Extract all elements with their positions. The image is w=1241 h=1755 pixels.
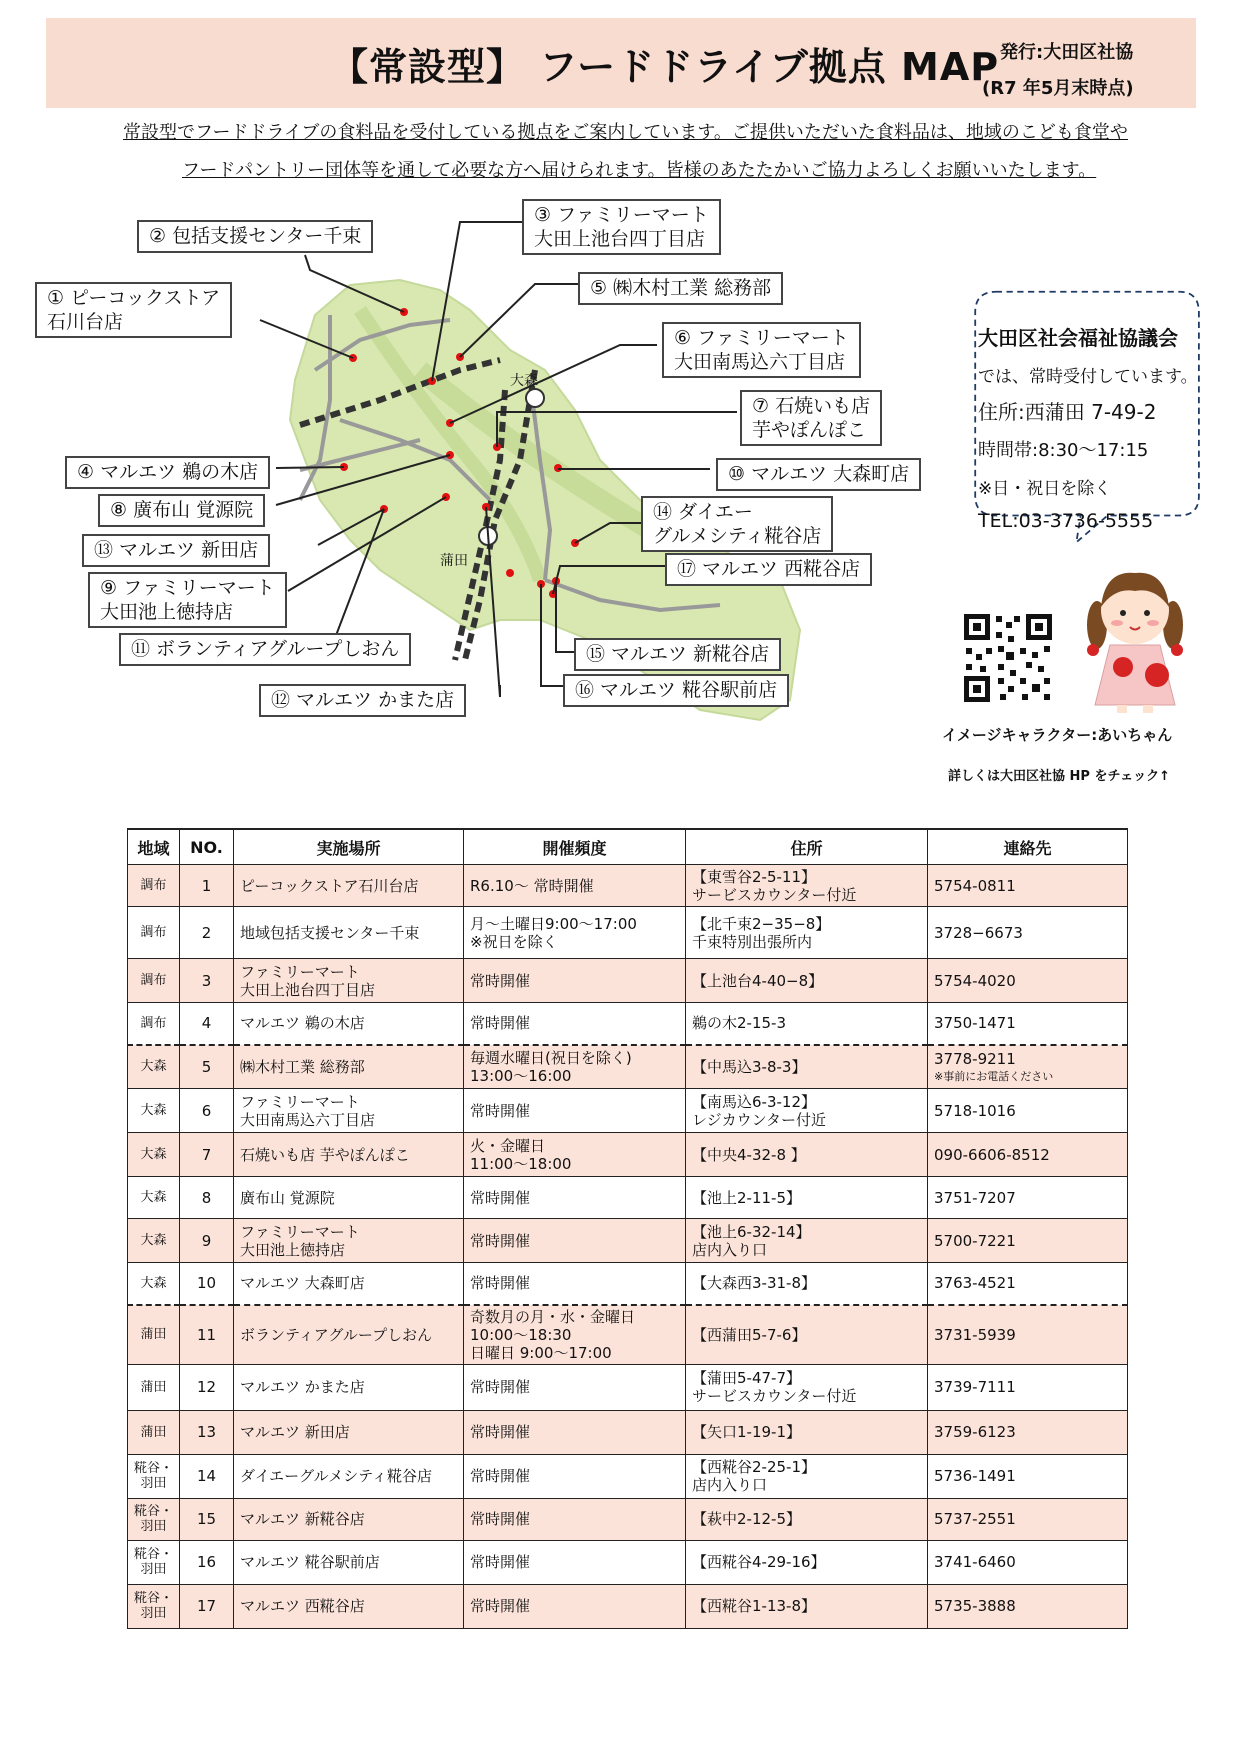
cell-area: 調布 (128, 907, 180, 959)
cell-area: 蒲田 (128, 1305, 180, 1365)
cell-no: 11 (180, 1305, 234, 1365)
as-of-date: (R7 年5月末時点) (982, 78, 1134, 99)
cell-contact: 090-6606-8512 (928, 1133, 1128, 1177)
table-row (128, 1410, 1128, 1454)
bubble-address: 住所:西蒲田 7-49-2 (978, 400, 1157, 424)
page-title: 【常設型】 フードドライブ拠点 MAP (330, 45, 1000, 89)
table-row (128, 1305, 1128, 1365)
cell-area: 糀谷・ 羽田 (128, 1498, 180, 1540)
cell-place: ダイエーグルメシティ糀谷店 (234, 1454, 464, 1498)
header-place: 実施場所 (234, 829, 464, 865)
cell-address: 【大森西3-31-8】 (686, 1263, 928, 1305)
cell-address: 【蒲田5-47-7】 サービスカウンター付近 (686, 1364, 928, 1410)
table-row (128, 1219, 1128, 1263)
bubble-holiday: ※日・祝日を除く (978, 479, 1112, 499)
cell-contact: 5718-1016 (928, 1089, 1128, 1133)
cell-no: 2 (180, 907, 234, 959)
cell-no: 4 (180, 1003, 234, 1045)
cell-place: 石焼いも店 芋やぽんぽこ (234, 1133, 464, 1177)
cell-place: ボランティアグループしおん (234, 1305, 464, 1365)
table-row (128, 1454, 1128, 1498)
cell-area: 大森 (128, 1133, 180, 1177)
cell-no: 15 (180, 1498, 234, 1540)
cell-area: 調布 (128, 865, 180, 907)
map-label-2: ② 包括支援センター千束 (137, 220, 373, 253)
cell-frequency: 常時開催 (464, 1540, 686, 1584)
map-label-8: ⑧ 廣布山 覚源院 (98, 494, 265, 527)
cell-address: 鵜の木2-15-3 (686, 1003, 928, 1045)
cell-no: 16 (180, 1540, 234, 1584)
cell-area: 糀谷・ 羽田 (128, 1540, 180, 1584)
cell-frequency: 毎週水曜日(祝日を除く) 13:00〜16:00 (464, 1045, 686, 1089)
table-row (128, 1498, 1128, 1540)
cell-address: 【西糀谷4-29-16】 (686, 1540, 928, 1584)
map-label-5: ⑤ ㈱木村工業 総務部 (578, 272, 783, 305)
cell-place: ファミリーマート 大田南馬込六丁目店 (234, 1089, 464, 1133)
cell-address: 【池上6-32-14】 店内入り口 (686, 1219, 928, 1263)
cell-place: マルエツ 新田店 (234, 1410, 464, 1454)
cell-address: 【東雪谷2-5-11】 サービスカウンター付近 (686, 865, 928, 907)
contact-note: ※事前にお電話ください (934, 1069, 1054, 1083)
cell-place: 廣布山 覚源院 (234, 1177, 464, 1219)
cell-address: 【南馬込6-3-12】 レジカウンター付近 (686, 1089, 928, 1133)
qr-code-icon[interactable] (962, 612, 1054, 704)
intro-line-1: 常設型でフードドライブの食料品を受付している拠点をご案内しています。ご提供いただいた食料品は、地域のこども食堂や (123, 122, 1128, 143)
table-row (128, 907, 1128, 959)
cell-frequency: 常時開催 (464, 1219, 686, 1263)
map-label-12: ⑫ マルエツ かまた店 (259, 684, 466, 717)
map-label-1: ① ピーコックストア 石川台店 (35, 282, 232, 338)
table-row (128, 1540, 1128, 1584)
cell-place: マルエツ 新糀谷店 (234, 1498, 464, 1540)
cell-no: 12 (180, 1364, 234, 1410)
table-row (128, 959, 1128, 1003)
map-label-15: ⑮ マルエツ 新糀谷店 (574, 638, 781, 671)
cell-no: 5 (180, 1045, 234, 1089)
table-row (128, 1089, 1128, 1133)
cell-frequency: 常時開催 (464, 1454, 686, 1498)
cell-place: マルエツ 西糀谷店 (234, 1584, 464, 1628)
header-area: 地域 (128, 829, 180, 865)
cell-no: 7 (180, 1133, 234, 1177)
map-label-6: ⑥ ファミリーマート 大田南馬込六丁目店 (662, 322, 861, 378)
cell-no: 13 (180, 1410, 234, 1454)
cell-place: マルエツ 鵜の木店 (234, 1003, 464, 1045)
cell-place: ファミリーマート 大田上池台四丁目店 (234, 959, 464, 1003)
cell-place: 地域包括支援センター千束 (234, 907, 464, 959)
cell-address: 【中馬込3-8-3】 (686, 1045, 928, 1089)
cell-area: 蒲田 (128, 1364, 180, 1410)
cell-contact: 3778-9211 ※事前にお電話ください (928, 1045, 1128, 1089)
header-no: NO. (180, 829, 234, 865)
cell-contact: 5700-7221 (928, 1219, 1128, 1263)
cell-no: 6 (180, 1089, 234, 1133)
hp-caption: 詳しくは大田区社協 HP をチェック↑ (948, 769, 1170, 784)
table-row (128, 1364, 1128, 1410)
table-row (128, 1003, 1128, 1045)
cell-place: ファミリーマート 大田池上徳持店 (234, 1219, 464, 1263)
cell-address: 【萩中2-12-5】 (686, 1498, 928, 1540)
table-row (128, 865, 1128, 907)
cell-contact: 3739-7111 (928, 1364, 1128, 1410)
table-header-row (128, 829, 1128, 865)
map-label-16: ⑯ マルエツ 糀谷駅前店 (563, 674, 789, 707)
bubble-hours: 時間帯:8:30〜17:15 (978, 440, 1149, 461)
cell-address: 【西糀谷2-25-1】 店内入り口 (686, 1454, 928, 1498)
intro-line-2: フードパントリー団体等を通して必要な方へ届けられます。皆様のあたたかいご協力よろしくお願いいたします。 (182, 160, 1097, 181)
cell-area: 糀谷・ 羽田 (128, 1584, 180, 1628)
bubble-tel: TEL:03-3736-5555 (978, 510, 1154, 532)
cell-contact: 3750-1471 (928, 1003, 1128, 1045)
cell-no: 3 (180, 959, 234, 1003)
cell-contact: 3763-4521 (928, 1263, 1128, 1305)
cell-address: 【西蒲田5-7-6】 (686, 1305, 928, 1365)
cell-frequency: 常時開催 (464, 1003, 686, 1045)
cell-place: ピーコックストア石川台店 (234, 865, 464, 907)
publisher: 発行:大田区社協 (1000, 42, 1134, 63)
map-label-11: ⑪ ボランティアグループしおん (119, 633, 411, 666)
station-omori: 大森 (510, 372, 538, 388)
cell-contact: 3741-6460 (928, 1540, 1128, 1584)
cell-contact: 5736-1491 (928, 1454, 1128, 1498)
cell-frequency: 火・金曜日 11:00〜18:00 (464, 1133, 686, 1177)
cell-address: 【矢口1-19-1】 (686, 1410, 928, 1454)
aichan-character-icon (1075, 555, 1195, 715)
map-label-7: ⑦ 石焼いも店 芋やぽんぽこ (740, 390, 882, 446)
cell-frequency: 常時開催 (464, 1177, 686, 1219)
cell-contact: 3731-5939 (928, 1305, 1128, 1365)
cell-no: 8 (180, 1177, 234, 1219)
cell-area: 大森 (128, 1089, 180, 1133)
table-row (128, 1133, 1128, 1177)
cell-place: マルエツ 大森町店 (234, 1263, 464, 1305)
map-label-13: ⑬ マルエツ 新田店 (82, 534, 270, 567)
map-label-17: ⑰ マルエツ 西糀谷店 (665, 553, 872, 586)
cell-contact: 3751-7207 (928, 1177, 1128, 1219)
cell-frequency: 常時開催 (464, 1584, 686, 1628)
cell-frequency: 常時開催 (464, 1410, 686, 1454)
map-label-9: ⑨ ファミリーマート 大田池上徳持店 (88, 572, 287, 628)
cell-frequency: 常時開催 (464, 1498, 686, 1540)
cell-area: 調布 (128, 1003, 180, 1045)
cell-no: 10 (180, 1263, 234, 1305)
cell-no: 14 (180, 1454, 234, 1498)
cell-frequency: 月〜土曜日9:00〜17:00 ※祝日を除く (464, 907, 686, 959)
map-label-3: ③ ファミリーマート 大田上池台四丁目店 (522, 199, 721, 255)
cell-area: 調布 (128, 959, 180, 1003)
cell-address: 【中央4-32-8 】 (686, 1133, 928, 1177)
cell-frequency: 常時開催 (464, 959, 686, 1003)
bubble-line-1: では、常時受付しています。 (978, 367, 1198, 387)
station-kamata: 蒲田 (440, 552, 468, 568)
header-frequency: 開催頻度 (464, 829, 686, 865)
cell-contact: 3759-6123 (928, 1410, 1128, 1454)
cell-frequency: R6.10〜 常時開催 (464, 865, 686, 907)
cell-place: マルエツ かまた店 (234, 1364, 464, 1410)
map-label-14: ⑭ ダイエー グルメシティ糀谷店 (641, 496, 833, 552)
cell-address: 【池上2-11-5】 (686, 1177, 928, 1219)
header-address: 住所 (686, 829, 928, 865)
cell-frequency: 常時開催 (464, 1089, 686, 1133)
cell-area: 大森 (128, 1219, 180, 1263)
cell-contact: 5754-4020 (928, 959, 1128, 1003)
cell-area: 大森 (128, 1263, 180, 1305)
cell-frequency: 常時開催 (464, 1364, 686, 1410)
header-contact: 連絡先 (928, 829, 1128, 865)
cell-frequency: 奇数月の月・水・金曜日 10:00〜18:30 日曜日 9:00〜17:00 (464, 1305, 686, 1365)
cell-area: 糀谷・ 羽田 (128, 1454, 180, 1498)
cell-address: 【上池台4-40−8】 (686, 959, 928, 1003)
sites-table (127, 828, 1128, 1629)
cell-area: 大森 (128, 1177, 180, 1219)
cell-frequency: 常時開催 (464, 1263, 686, 1305)
map-label-4: ④ マルエツ 鵜の木店 (65, 456, 270, 489)
table-row (128, 1177, 1128, 1219)
cell-contact: 5754-0811 (928, 865, 1128, 907)
character-caption: イメージキャラクター:あいちゃん (942, 726, 1173, 744)
bubble-org-name: 大田区社会福祉協議会 (978, 326, 1178, 350)
cell-contact: 3728−6673 (928, 907, 1128, 959)
map-label-10: ⑩ マルエツ 大森町店 (716, 458, 921, 491)
cell-no: 9 (180, 1219, 234, 1263)
table-row (128, 1584, 1128, 1628)
cell-contact: 5735-3888 (928, 1584, 1128, 1628)
cell-place: ㈱木村工業 総務部 (234, 1045, 464, 1089)
table-row (128, 1045, 1128, 1089)
cell-contact: 5737-2551 (928, 1498, 1128, 1540)
cell-address: 【北千束2−35−8】 千束特別出張所内 (686, 907, 928, 959)
table-row (128, 1263, 1128, 1305)
cell-area: 蒲田 (128, 1410, 180, 1454)
cell-no: 17 (180, 1584, 234, 1628)
cell-no: 1 (180, 865, 234, 907)
cell-place: マルエツ 糀谷駅前店 (234, 1540, 464, 1584)
cell-area: 大森 (128, 1045, 180, 1089)
cell-address: 【西糀谷1-13-8】 (686, 1584, 928, 1628)
